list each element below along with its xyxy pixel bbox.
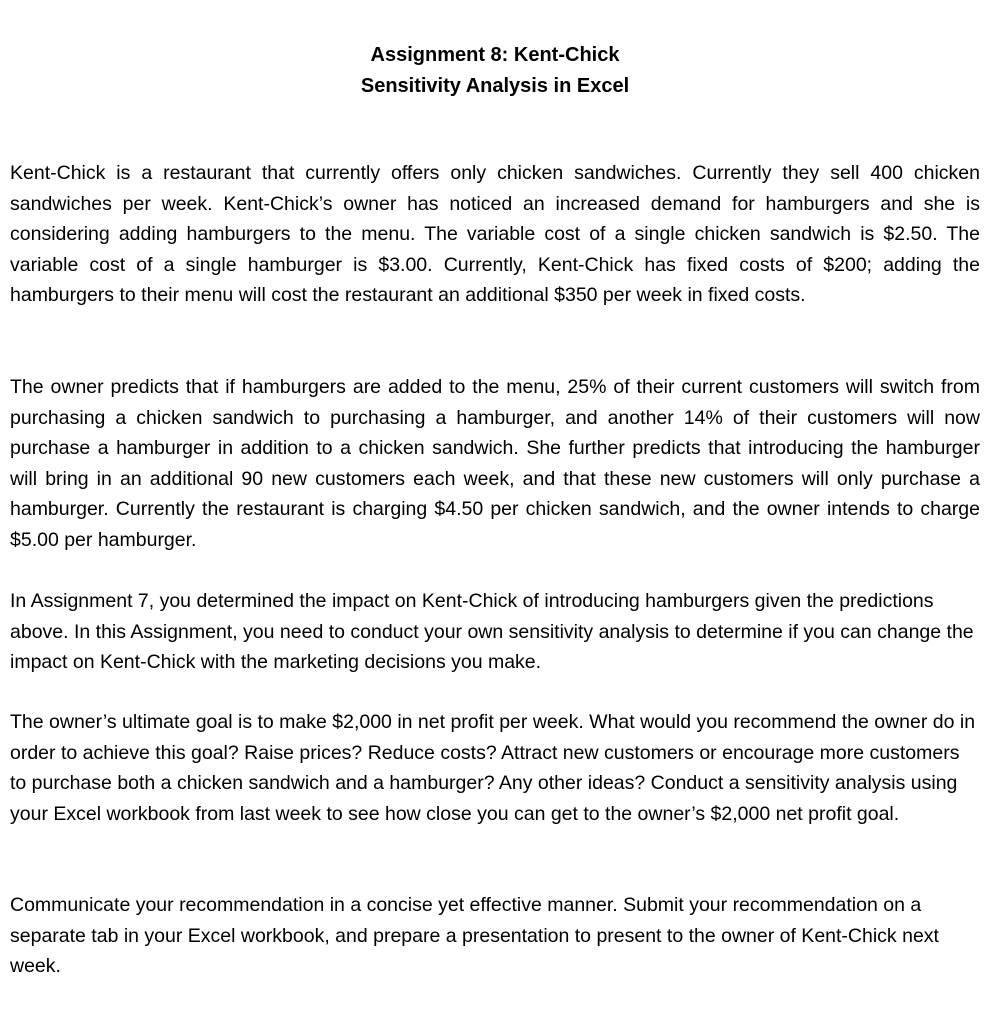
paragraph-submission: Communicate your recommendation in a concise yet effective manner. Submit your recommendation on a separate tab in your Excel workbook, and prepare a presentation to present to the owner of Kent-Chick next week. (10, 894, 939, 978)
document-subtitle: Sensitivity Analysis in Excel (360, 75, 630, 97)
paragraph-goal: The owner’s ultimate goal is to make $2,000 in net profit per week. What would you recommend the owner do in order to achieve this goal? Raise prices? Reduce costs? Attract new customers or encourage more customers to purchase both a chicken sandwich and a hamburger? Any other ideas? Conduct a sensitivity analysis using your Excel workbook from last week to see how close you can get to the owner’s $2,000 net profit goal. (10, 711, 976, 825)
paragraph-scenario: Kent-Chick is a restaurant that currently offers only chicken sandwiches. Currently they sell 400 chicken sandwiches per week. Kent-Chick’s owner has noticed an increased demand for hamburgers and she is considering adding hamburgers to the menu. The variable cost of a single chicken sandwich is $2.50. The variable cost of a single hamburger is $3.00. Currently, Kent-Chick has fixed costs of $200; adding the hamburgers to their menu will cost the restaurant an additional $350 per week in fixed costs. (10, 162, 980, 307)
paragraph-assignment: In Assignment 7, you determined the impact on Kent-Chick of introducing hamburgers given the predictions above. In this Assignment, you need to conduct your own sensitivity analysis to determine if you can change the impact on Kent-Chick with the marketing decisions you make. (10, 590, 974, 674)
document-title: Assignment 8: Kent-Chick (370, 44, 620, 66)
title-block (0, 40, 990, 102)
paragraph-predictions: The owner predicts that if hamburgers are added to the menu, 25% of their current customers will switch from purchasing a chicken sandwich to purchasing a hamburger, and another 14% of their customers will now purchase a hamburger in addition to a chicken sandwich. She further predicts that introducing the hamburger will bring in an additional 90 new customers each week, and that these new customers will only purchase a hamburger. Currently the restaurant is charging $4.50 per chicken sandwich, and the owner intends to charge $5.00 per hamburger. (10, 376, 980, 551)
